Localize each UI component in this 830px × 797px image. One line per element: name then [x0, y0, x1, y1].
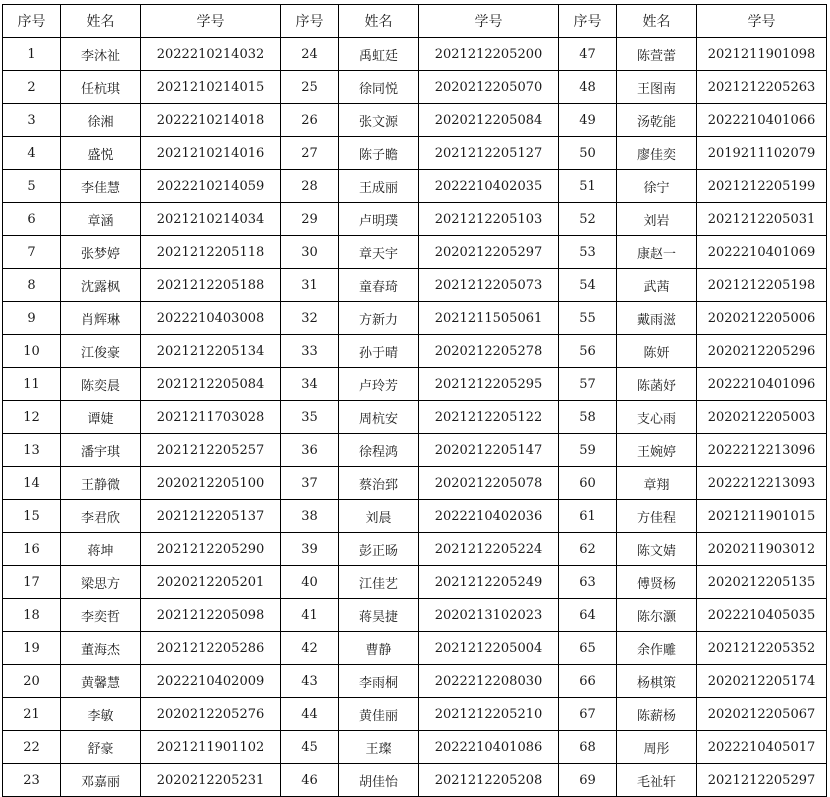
student-id-cell: 2021210214034 — [141, 203, 281, 236]
col-header-seq: 序号 — [281, 5, 339, 38]
name-cell: 肖辉琳 — [61, 302, 141, 335]
table-header — [3, 5, 827, 38]
seq-cell: 16 — [3, 533, 61, 566]
name-cell: 章翔 — [617, 467, 697, 500]
name-cell: 李敏 — [61, 698, 141, 731]
seq-cell: 14 — [3, 467, 61, 500]
student-id-cell: 2020212205276 — [141, 698, 281, 731]
student-id-cell: 2020212205078 — [419, 467, 559, 500]
name-cell: 方佳程 — [617, 500, 697, 533]
student-id-cell: 2021212205224 — [419, 533, 559, 566]
seq-cell: 4 — [3, 137, 61, 170]
student-id-cell: 2022210401069 — [697, 236, 827, 269]
seq-cell: 33 — [281, 335, 339, 368]
student-id-cell: 2021212205004 — [419, 632, 559, 665]
name-cell: 陈萱蕾 — [617, 38, 697, 71]
seq-cell: 65 — [559, 632, 617, 665]
seq-cell: 62 — [559, 533, 617, 566]
seq-cell: 49 — [559, 104, 617, 137]
student-roster-table — [2, 4, 827, 797]
name-cell: 戴雨滋 — [617, 302, 697, 335]
student-id-cell: 2021212205249 — [419, 566, 559, 599]
seq-cell: 48 — [559, 71, 617, 104]
table-row — [3, 434, 827, 467]
seq-cell: 55 — [559, 302, 617, 335]
name-cell: 陈文婧 — [617, 533, 697, 566]
name-cell: 盛悦 — [61, 137, 141, 170]
name-cell: 潘宇琪 — [61, 434, 141, 467]
seq-cell: 37 — [281, 467, 339, 500]
name-cell: 彭正旸 — [339, 533, 419, 566]
seq-cell: 38 — [281, 500, 339, 533]
name-cell: 武茜 — [617, 269, 697, 302]
seq-cell: 3 — [3, 104, 61, 137]
name-cell: 汤乾能 — [617, 104, 697, 137]
name-cell: 杨棋策 — [617, 665, 697, 698]
name-cell: 陈薪杨 — [617, 698, 697, 731]
student-id-cell: 2021212205031 — [697, 203, 827, 236]
name-cell: 舒豪 — [61, 731, 141, 764]
seq-cell: 5 — [3, 170, 61, 203]
name-cell: 李沐祉 — [61, 38, 141, 71]
seq-cell: 50 — [559, 137, 617, 170]
table-body — [3, 38, 827, 797]
seq-cell: 10 — [3, 335, 61, 368]
name-cell: 陈奕晨 — [61, 368, 141, 401]
col-header-name: 姓名 — [61, 5, 141, 38]
seq-cell: 19 — [3, 632, 61, 665]
name-cell: 董海杰 — [61, 632, 141, 665]
seq-cell: 6 — [3, 203, 61, 236]
seq-cell: 7 — [3, 236, 61, 269]
name-cell: 王璨 — [339, 731, 419, 764]
seq-cell: 69 — [559, 764, 617, 797]
student-id-cell: 2022210214018 — [141, 104, 281, 137]
student-id-cell: 2020212205003 — [697, 401, 827, 434]
name-cell: 江俊豪 — [61, 335, 141, 368]
student-id-cell: 2021212205295 — [419, 368, 559, 401]
student-id-cell: 2021210214015 — [141, 71, 281, 104]
name-cell: 任杭琪 — [61, 71, 141, 104]
name-cell: 蒋昊捷 — [339, 599, 419, 632]
name-cell: 卢玲芳 — [339, 368, 419, 401]
col-header-seq: 序号 — [3, 5, 61, 38]
seq-cell: 25 — [281, 71, 339, 104]
seq-cell: 13 — [3, 434, 61, 467]
name-cell: 谭婕 — [61, 401, 141, 434]
student-id-cell: 2022210405017 — [697, 731, 827, 764]
name-cell: 张文源 — [339, 104, 419, 137]
col-header-student-id: 学号 — [697, 5, 827, 38]
student-id-cell: 2020212205231 — [141, 764, 281, 797]
header-row — [3, 5, 827, 38]
table-row — [3, 302, 827, 335]
student-id-cell: 2021211703028 — [141, 401, 281, 434]
student-id-cell: 2021210214016 — [141, 137, 281, 170]
seq-cell: 66 — [559, 665, 617, 698]
seq-cell: 8 — [3, 269, 61, 302]
seq-cell: 15 — [3, 500, 61, 533]
student-id-cell: 2020212205084 — [419, 104, 559, 137]
student-id-cell: 2021211901102 — [141, 731, 281, 764]
name-cell: 章天宇 — [339, 236, 419, 269]
name-cell: 卢明璞 — [339, 203, 419, 236]
seq-cell: 2 — [3, 71, 61, 104]
student-id-cell: 2020213102023 — [419, 599, 559, 632]
student-id-cell: 2022210402035 — [419, 170, 559, 203]
col-header-student-id: 学号 — [141, 5, 281, 38]
student-id-cell: 2020211903012 — [697, 533, 827, 566]
seq-cell: 18 — [3, 599, 61, 632]
student-id-cell: 2020212205067 — [697, 698, 827, 731]
student-id-cell: 2020212205135 — [697, 566, 827, 599]
name-cell: 陈妍 — [617, 335, 697, 368]
seq-cell: 24 — [281, 38, 339, 71]
name-cell: 陈菡妤 — [617, 368, 697, 401]
seq-cell: 22 — [3, 731, 61, 764]
name-cell: 方新力 — [339, 302, 419, 335]
table-row — [3, 104, 827, 137]
seq-cell: 36 — [281, 434, 339, 467]
name-cell: 王成丽 — [339, 170, 419, 203]
student-id-cell: 2020212205070 — [419, 71, 559, 104]
student-id-cell: 2021212205122 — [419, 401, 559, 434]
student-id-cell: 2021211901015 — [697, 500, 827, 533]
name-cell: 周彤 — [617, 731, 697, 764]
student-id-cell: 2020212205278 — [419, 335, 559, 368]
seq-cell: 52 — [559, 203, 617, 236]
student-id-cell: 2021212205200 — [419, 38, 559, 71]
name-cell: 周杭安 — [339, 401, 419, 434]
name-cell: 黄馨慧 — [61, 665, 141, 698]
student-id-cell: 2021212205103 — [419, 203, 559, 236]
student-id-cell: 2020212205297 — [419, 236, 559, 269]
seq-cell: 29 — [281, 203, 339, 236]
seq-cell: 46 — [281, 764, 339, 797]
name-cell: 支心雨 — [617, 401, 697, 434]
student-id-cell: 2021212205073 — [419, 269, 559, 302]
name-cell: 廖佳奕 — [617, 137, 697, 170]
name-cell: 徐同悦 — [339, 71, 419, 104]
student-id-cell: 2021212205084 — [141, 368, 281, 401]
table-row — [3, 236, 827, 269]
name-cell: 胡佳怡 — [339, 764, 419, 797]
student-id-cell: 2021212205297 — [697, 764, 827, 797]
table-row — [3, 203, 827, 236]
student-id-cell: 2021212205098 — [141, 599, 281, 632]
student-id-cell: 2020212205100 — [141, 467, 281, 500]
seq-cell: 40 — [281, 566, 339, 599]
student-id-cell: 2021212205257 — [141, 434, 281, 467]
name-cell: 梁思方 — [61, 566, 141, 599]
student-id-cell: 2020212205147 — [419, 434, 559, 467]
seq-cell: 43 — [281, 665, 339, 698]
seq-cell: 51 — [559, 170, 617, 203]
seq-cell: 68 — [559, 731, 617, 764]
name-cell: 孙于晴 — [339, 335, 419, 368]
student-id-cell: 2022210403008 — [141, 302, 281, 335]
student-id-cell: 2022210401066 — [697, 104, 827, 137]
name-cell: 康赵一 — [617, 236, 697, 269]
table-row — [3, 500, 827, 533]
name-cell: 毛祉轩 — [617, 764, 697, 797]
seq-cell: 63 — [559, 566, 617, 599]
student-id-cell: 2022210401096 — [697, 368, 827, 401]
seq-cell: 32 — [281, 302, 339, 335]
name-cell: 李奕哲 — [61, 599, 141, 632]
student-id-cell: 2022210401086 — [419, 731, 559, 764]
name-cell: 陈尔灏 — [617, 599, 697, 632]
seq-cell: 12 — [3, 401, 61, 434]
seq-cell: 45 — [281, 731, 339, 764]
student-id-cell: 2022210402009 — [141, 665, 281, 698]
student-id-cell: 2021212205199 — [697, 170, 827, 203]
name-cell: 禹虹廷 — [339, 38, 419, 71]
student-id-cell: 2021211505061 — [419, 302, 559, 335]
student-id-cell: 2022210402036 — [419, 500, 559, 533]
name-cell: 王图南 — [617, 71, 697, 104]
seq-cell: 44 — [281, 698, 339, 731]
name-cell: 徐湘 — [61, 104, 141, 137]
name-cell: 刘晨 — [339, 500, 419, 533]
table-row — [3, 731, 827, 764]
name-cell: 傅贤杨 — [617, 566, 697, 599]
seq-cell: 42 — [281, 632, 339, 665]
student-id-cell: 2021212205208 — [419, 764, 559, 797]
name-cell: 童春琦 — [339, 269, 419, 302]
name-cell: 徐程鸿 — [339, 434, 419, 467]
table-row — [3, 566, 827, 599]
table-row — [3, 467, 827, 500]
col-header-name: 姓名 — [339, 5, 419, 38]
seq-cell: 67 — [559, 698, 617, 731]
student-id-cell: 2020212205296 — [697, 335, 827, 368]
student-id-cell: 2022210214032 — [141, 38, 281, 71]
student-id-cell: 2022212208030 — [419, 665, 559, 698]
student-id-cell: 2021212205118 — [141, 236, 281, 269]
name-cell: 邓嘉丽 — [61, 764, 141, 797]
seq-cell: 54 — [559, 269, 617, 302]
student-id-cell: 2021212205134 — [141, 335, 281, 368]
student-id-cell: 2020212205006 — [697, 302, 827, 335]
table-row — [3, 401, 827, 434]
col-header-seq: 序号 — [559, 5, 617, 38]
table-row — [3, 764, 827, 797]
seq-cell: 28 — [281, 170, 339, 203]
seq-cell: 11 — [3, 368, 61, 401]
student-id-cell: 2020212205174 — [697, 665, 827, 698]
name-cell: 蔡治郅 — [339, 467, 419, 500]
seq-cell: 53 — [559, 236, 617, 269]
seq-cell: 58 — [559, 401, 617, 434]
seq-cell: 20 — [3, 665, 61, 698]
seq-cell: 61 — [559, 500, 617, 533]
seq-cell: 9 — [3, 302, 61, 335]
name-cell: 沈露枫 — [61, 269, 141, 302]
student-id-cell: 2021212205127 — [419, 137, 559, 170]
name-cell: 章涵 — [61, 203, 141, 236]
student-id-cell: 2021211901098 — [697, 38, 827, 71]
student-id-cell: 2021212205188 — [141, 269, 281, 302]
table-row — [3, 698, 827, 731]
table-row — [3, 533, 827, 566]
student-id-cell: 2022212213096 — [697, 434, 827, 467]
name-cell: 王静微 — [61, 467, 141, 500]
name-cell: 张梦婷 — [61, 236, 141, 269]
seq-cell: 21 — [3, 698, 61, 731]
student-id-cell: 2021212205290 — [141, 533, 281, 566]
table-row — [3, 368, 827, 401]
seq-cell: 35 — [281, 401, 339, 434]
table-row — [3, 335, 827, 368]
seq-cell: 23 — [3, 764, 61, 797]
seq-cell: 26 — [281, 104, 339, 137]
student-id-cell: 2021212205352 — [697, 632, 827, 665]
name-cell: 徐宁 — [617, 170, 697, 203]
student-id-cell: 2021212205286 — [141, 632, 281, 665]
name-cell: 李君欣 — [61, 500, 141, 533]
table-row — [3, 71, 827, 104]
table-row — [3, 269, 827, 302]
seq-cell: 57 — [559, 368, 617, 401]
seq-cell: 47 — [559, 38, 617, 71]
seq-cell: 41 — [281, 599, 339, 632]
name-cell: 陈子瞻 — [339, 137, 419, 170]
student-id-cell: 2021212205210 — [419, 698, 559, 731]
seq-cell: 64 — [559, 599, 617, 632]
student-id-cell: 2021212205137 — [141, 500, 281, 533]
seq-cell: 31 — [281, 269, 339, 302]
name-cell: 余作雕 — [617, 632, 697, 665]
table-row — [3, 632, 827, 665]
student-id-cell: 2021212205263 — [697, 71, 827, 104]
table-row — [3, 137, 827, 170]
table-row — [3, 38, 827, 71]
name-cell: 王婉婷 — [617, 434, 697, 467]
student-id-cell: 2019211102079 — [697, 137, 827, 170]
student-id-cell: 2020212205201 — [141, 566, 281, 599]
col-header-name: 姓名 — [617, 5, 697, 38]
student-id-cell: 2022212213093 — [697, 467, 827, 500]
seq-cell: 27 — [281, 137, 339, 170]
table-row — [3, 665, 827, 698]
seq-cell: 17 — [3, 566, 61, 599]
seq-cell: 34 — [281, 368, 339, 401]
student-id-cell: 2022210405035 — [697, 599, 827, 632]
seq-cell: 59 — [559, 434, 617, 467]
table-row — [3, 170, 827, 203]
seq-cell: 60 — [559, 467, 617, 500]
name-cell: 刘岩 — [617, 203, 697, 236]
student-id-cell: 2021212205198 — [697, 269, 827, 302]
name-cell: 蒋坤 — [61, 533, 141, 566]
name-cell: 江佳艺 — [339, 566, 419, 599]
table-row — [3, 599, 827, 632]
seq-cell: 1 — [3, 38, 61, 71]
name-cell: 黄佳丽 — [339, 698, 419, 731]
seq-cell: 30 — [281, 236, 339, 269]
name-cell: 李佳慧 — [61, 170, 141, 203]
seq-cell: 39 — [281, 533, 339, 566]
seq-cell: 56 — [559, 335, 617, 368]
name-cell: 曹静 — [339, 632, 419, 665]
col-header-student-id: 学号 — [419, 5, 559, 38]
name-cell: 李雨桐 — [339, 665, 419, 698]
student-id-cell: 2022210214059 — [141, 170, 281, 203]
